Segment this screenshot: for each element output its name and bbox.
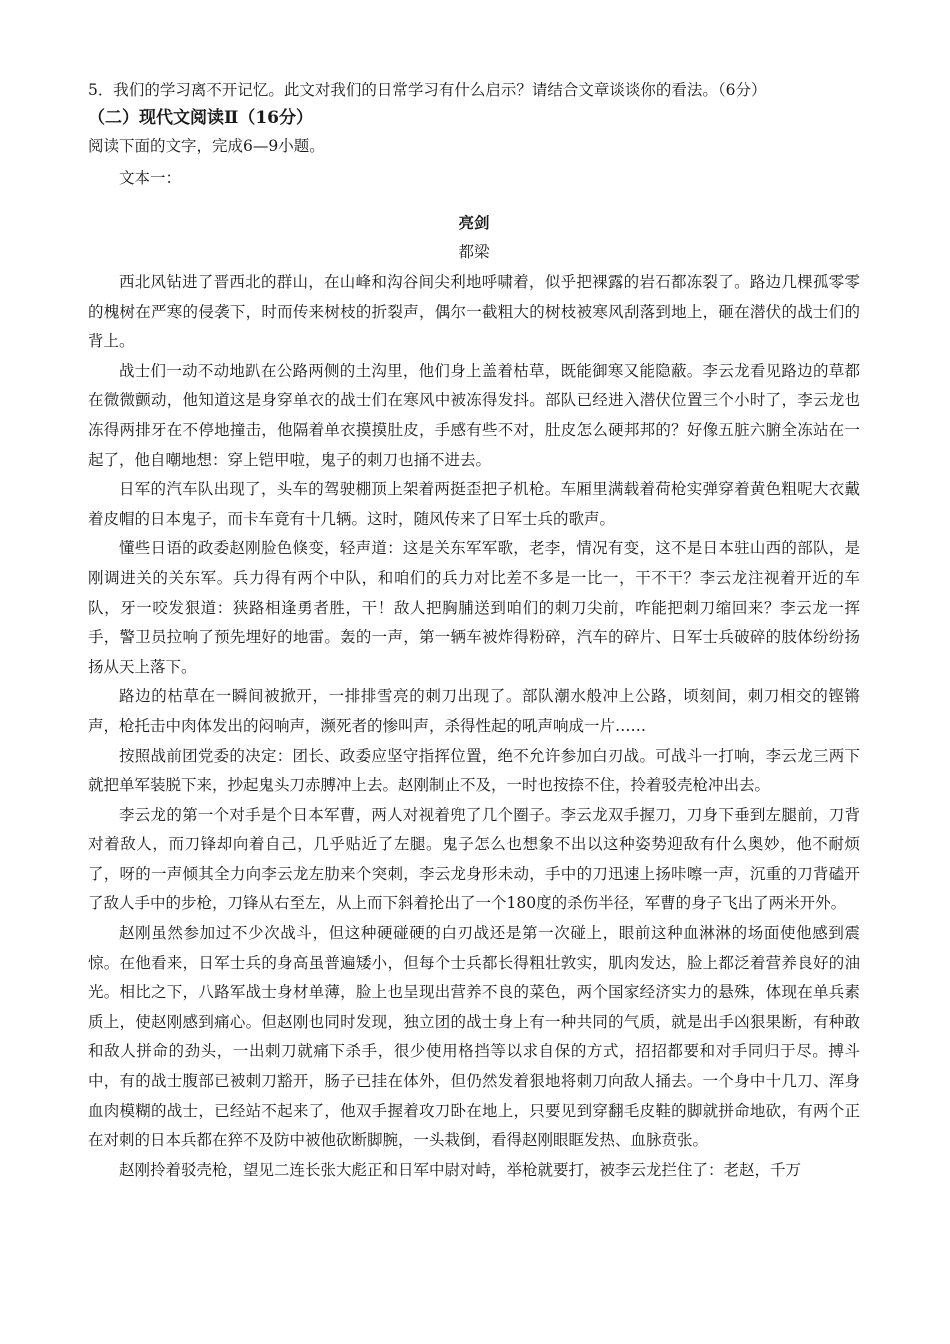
article-body (88, 268, 860, 1185)
article-paragraph: 李云龙的第一个对手是个日本军曹，两人对视着兜了几个圈子。李云龙双手握刀，刀身下垂到左腿前，刀背对着敌人，而刀锋却向着自己，几乎贴近了左腿。鬼子怎么也想象不出以这种姿势迎敌有什么奥妙，他不耐烦了，呀的一声倾其全力向李云龙左肋来个突刺，李云龙身形未动，手中的刀迅速上扬咔嚓一声，沉重的刀背磕开了敌人手中的步枪，刀锋从右至左，从上而下斜着抡出了一个180度的杀伤半径，军曹的身子飞出了两米开外。 (88, 805, 860, 913)
article-paragraph: 按照战前团党委的决定：团长、政委应坚守指挥位置，绝不允许参加白刃战。可战斗一打响，李云龙三两下就把单军装脱下来，抄起鬼头刀赤膊冲上去。赵刚制止不及，一时也按捺不住，拎着驳壳枪冲出去。 (88, 746, 860, 795)
article-paragraph: 赵刚虽然参加过不少次战斗，但这种硬碰硬的白刃战还是第一次碰上，眼前这种血淋淋的场面使他感到震惊。在他看来，日军士兵的身高虽普遍矮小，但每个士兵都长得粗壮敦实，肌肉发达，脸上都泛着营养良好的油光。相比之下，八路军战士身材单薄，脸上也呈现出营养不良的菜色，两个国家经济实力的悬殊，体现在单兵素质上，使赵刚感到痛心。但赵刚也同时发现，独立团的战士身上有一种共同的气质，就是出手凶狠果断，有种敢和敌人拼命的劲头，一出刺刀就痛下杀手，很少使用格挡等以求自保的方式，招招都要和对手同归于尽。搏斗中，有的战士腹部已被刺刀豁开，肠子已挂在体外，但仍然发着狠地将刺刀向敌人捅去。一个身中十几刀、浑身血肉模糊的战士，已经站不起来了，他双手握着攻刀卧在地上，只要见到穿翻毛皮鞋的脚就拼命地砍，有两个正在对刺的日本兵都在猝不及防中被他砍断脚腕，一头栽倒，看得赵刚眼眶发热、血脉贲张。 (88, 924, 860, 1150)
article-paragraph: 路边的枯草在一瞬间被掀开，一排排雪亮的刺刀出现了。部队潮水般冲上公路，顷刻间，刺刀相交的铿锵声，枪托击中肉体发出的闷响声，濒死者的惨叫声，杀得性起的吼声响成一片…… (88, 687, 860, 735)
document-page (88, 78, 860, 1185)
section-heading: （二）现代文阅读Ⅱ（16分） (88, 108, 313, 128)
question-5: 5．我们的学习离不开记忆。此文对我们的日常学习有什么启示？请结合文章谈谈你的看法。（6分） (88, 81, 767, 99)
article-paragraph: 懂些日语的政委赵刚脸色倏变，轻声道：这是关东军军歌，老李，情况有变，这不是日本驻山西的部队，是刚调进关的关东军。兵力得有两个中队，和咱们的兵力对比差不多是一比一，干不干？李云龙注视着开近的车队，牙一咬发狠道：狭路相逢勇者胜，干！敌人把胸脯送到咱们的刺刀尖前，咋能把刺刀缩回来？李云龙一挥手，警卫员拉响了预先埋好的地雷。轰的一声，第一辆车被炸得粉碎，汽车的碎片、日军士兵破碎的肢体纷纷扬扬从天上落下。 (88, 539, 860, 676)
reading-instruction: 阅读下面的文字，完成6—9小题。 (88, 137, 325, 155)
article-paragraph: 战士们一动不动地趴在公路两侧的土沟里，他们身上盖着枯草，既能御寒又能隐蔽。李云龙看见路边的草都在微微颤动，他知道这是身穿单衣的战士们在寒风中被冻得发抖。部队已经进入潜伏位置三个小时了，李云龙也冻得两排牙在不停地撞击，他隔着单衣摸摸肚皮，手感有些不对，肚皮怎么硬邦邦的？好像五脏六腑全冻站在一起了，他自嘲地想：穿上铠甲啦，鬼子的刺刀也捅不进去。 (88, 361, 860, 469)
article-author: 都梁 (458, 243, 490, 261)
text-label: 文本一： (119, 169, 182, 187)
article-paragraph: 日军的汽车队出现了，头车的驾驶棚顶上架着两挺歪把子机枪。车厢里满载着荷枪实弹穿着黄色粗呢大衣戴着皮帽的日本鬼子，而卡车竟有十几辆。这时，随风传来了日军士兵的歌声。 (88, 480, 860, 528)
article-title: 亮剑 (458, 213, 490, 232)
article-paragraph: 西北风钻进了晋西北的群山，在山峰和沟谷间尖利地呼啸着，似乎把裸露的岩石都冻裂了。路边几棵孤零零的槐树在严寒的侵袭下，时而传来树枝的折裂声，偶尔一截粗大的树枝被寒风刮落到地上，砸在潜伏的战士们的背上。 (88, 273, 860, 351)
article-paragraph: 赵刚拎着驳壳枪，望见二连长张大彪正和日军中尉对峙，举枪就要打，被李云龙拦住了：老赵，千万 (119, 1160, 802, 1179)
